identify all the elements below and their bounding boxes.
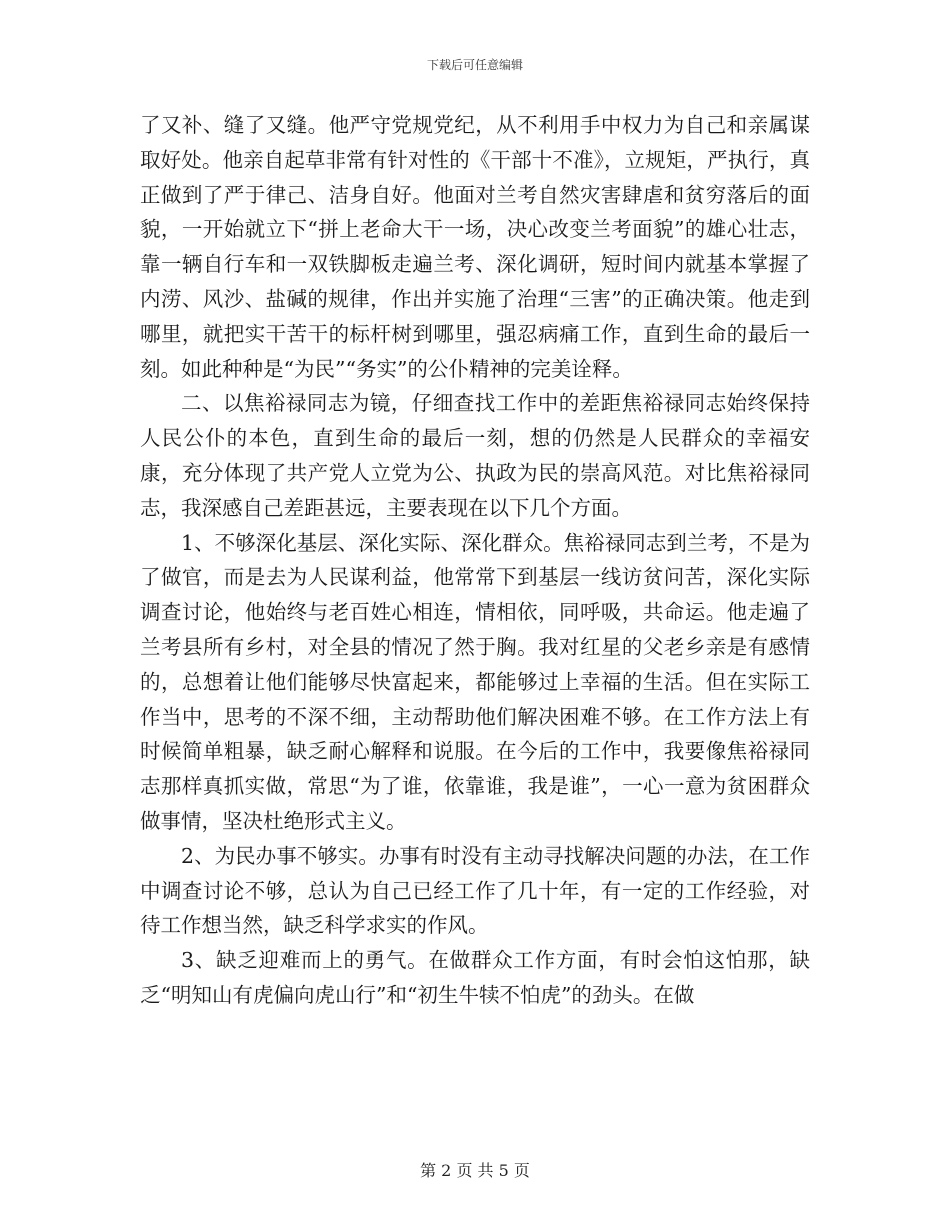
page-number: 第 2 页 共 5 页 bbox=[420, 1161, 530, 1180]
paragraph-item-one: 1、不够深化基层、深化实际、深化群众。焦裕禄同志到兰考，不是为了做官，而是去为人民谋利益，他常常下到基层一线访贫问苦，深化实际调查讨论，他始终与老百姓心相连，情相依，同呼吸，共命运。他走遍了兰考县所有乡村，对全县的情况了然于胸。我对红星的父老乡亲是有感情的，总想着让他们能够尽快富起来，都能够过上幸福的生活。但在实际工作当中，思考的不深不细，主动帮助他们解决困难不够。在工作方法上有时候简单粗暴，缺乏耐心解释和说服。在今后的工作中，我要像焦裕禄同志那样真抓实做，常思“为了谁，依靠谁，我是谁”，一心一意为贫困群众做事情，坚决杜绝形式主义。 bbox=[140, 530, 810, 833]
document-body bbox=[140, 108, 810, 1013]
paragraph-section-two: 二、以焦裕禄同志为镜，仔细查找工作中的差距焦裕禄同志始终保持人民公仆的本色，直到生命的最后一刻，想的仍然是人民群众的幸福安康，充分体现了共产党人立党为公、执政为民的崇高风范。对比焦裕禄同志，我深感自己差距甚远，主要表现在以下几个方面。 bbox=[140, 391, 810, 520]
paragraph-item-two: 2、为民办事不够实。办事有时没有主动寻找解决问题的办法，在工作中调查讨论不够，总认为自己已经工作了几十年，有一定的工作经验，对待工作想当然，缺乏科学求实的作风。 bbox=[140, 843, 810, 938]
page-header-note: 下载后可任意编辑 bbox=[426, 58, 523, 72]
paragraph-item-three: 3、缺乏迎难而上的勇气。在做群众工作方面，有时会怕这怕那，缺乏“明知山有虎偏向虎山行”和“初生牛犊不怕虎”的劲头。在做 bbox=[140, 948, 810, 1007]
paragraph-continued: 了又补、缝了又缝。他严守党规党纪，从不利用手中权力为自己和亲属谋取好处。他亲自起草非常有针对性的《干部十不准》，立规矩，严执行，真正做到了严于律己、洁身自好。他面对兰考自然灾害肆虐和贫穷落后的面貌，一开始就立下“拼上老命大干一场，决心改变兰考面貌”的雄心壮志，靠一辆自行车和一双铁脚板走遍兰考、深化调研，短时间内就基本掌握了内涝、风沙、盐碱的规律，作出并实施了治理“三害”的正确决策。他走到哪里，就把实干苦干的标杆树到哪里，强忍病痛工作，直到生命的最后一刻。如此种种是“为民”“务实”的公仆精神的完美诠释。 bbox=[140, 113, 810, 381]
